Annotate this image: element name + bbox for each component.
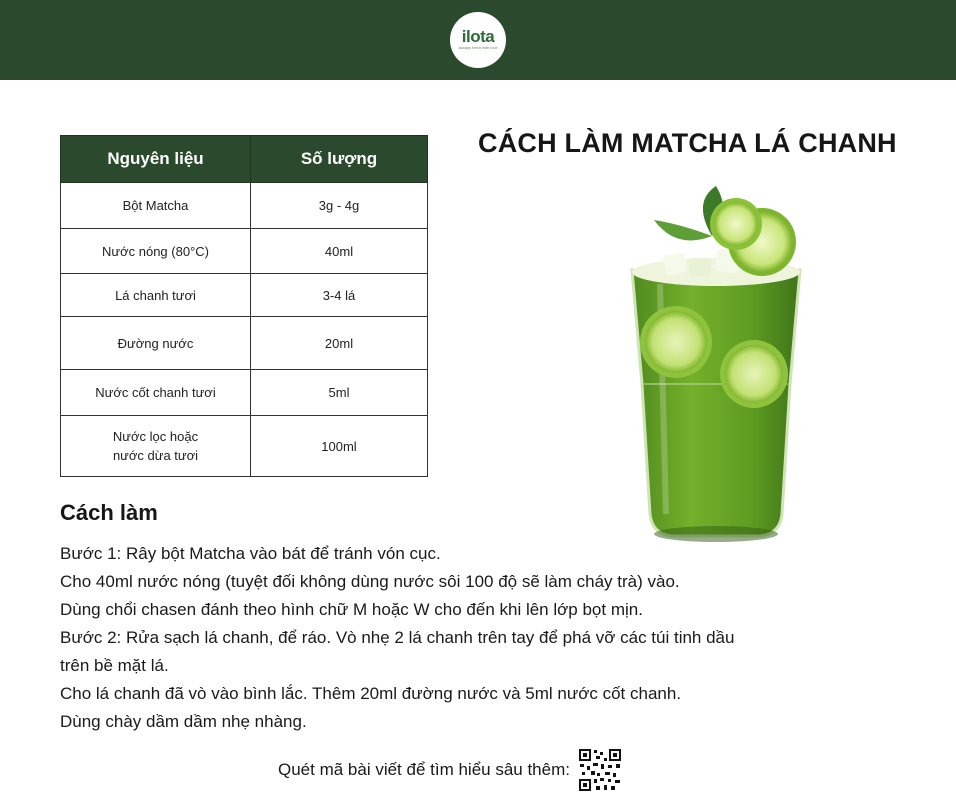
- step-line: Dùng chổi chasen đánh theo hình chữ M hoặc W cho đến khi lên lớp bọt mịn.: [60, 600, 643, 619]
- method-steps: [60, 540, 840, 736]
- ingredient-name: Nước nóng (80°C): [61, 229, 251, 274]
- step-line: Bước 1: Rây bột Matcha vào bát để tránh vón cục.: [60, 544, 441, 563]
- ingredient-qty: 100ml: [251, 416, 428, 477]
- step-line: trên bề mặt lá.: [60, 656, 169, 675]
- column-header-ingredient: Nguyên liệu: [61, 136, 251, 183]
- step-line: Bước 2: Rửa sạch lá chanh, để ráo. Vò nhẹ 2 lá chanh trên tay để phá vỡ các túi tinh dầu: [60, 628, 735, 647]
- step-line: Cho 40ml nước nóng (tuyệt đối không dùng nước sôi 100 độ sẽ làm cháy trà) vào.: [60, 572, 680, 591]
- column-header-quantity: Số lượng: [251, 136, 428, 183]
- step-line: Cho lá chanh đã vò vào bình lắc. Thêm 20ml đường nước và 5ml nước cốt chanh.: [60, 684, 682, 703]
- ingredient-name-line: Nước lọc hoặc: [112, 429, 199, 444]
- ingredient-name-line: nước dừa tươi: [112, 448, 199, 463]
- qr-section: [278, 748, 622, 792]
- ingredient-name: [61, 416, 251, 477]
- table-row: [61, 274, 428, 317]
- table-row: [61, 229, 428, 274]
- table-row: [61, 183, 428, 229]
- ingredient-name: Đường nước: [61, 317, 251, 370]
- qr-label: Quét mã bài viết để tìm hiểu sâu thêm:: [278, 760, 570, 779]
- ingredient-name: Lá chanh tươi: [61, 274, 251, 317]
- qr-code-icon[interactable]: [578, 748, 622, 792]
- table-row: [61, 317, 428, 370]
- ingredient-qty: 3g - 4g: [251, 183, 428, 229]
- step-line: Dùng chày dầm dầm nhẹ nhàng.: [60, 712, 307, 731]
- ingredients-table: [60, 135, 428, 477]
- ingredient-qty: 20ml: [251, 317, 428, 370]
- header-bar: [0, 0, 956, 80]
- logo-text: ilota: [461, 27, 495, 46]
- brand-logo[interactable]: [450, 12, 506, 68]
- table-header-row: [61, 136, 428, 183]
- ingredient-name: Nước cốt chanh tươi: [61, 370, 251, 416]
- logo-tagline: Always fresh with love: [458, 45, 498, 50]
- page-title: CÁCH LÀM MATCHA LÁ CHANH: [478, 128, 897, 158]
- table-row: [61, 370, 428, 416]
- table-row: [61, 416, 428, 477]
- ingredient-qty: 5ml: [251, 370, 428, 416]
- method-heading: Cách làm: [60, 500, 158, 525]
- matcha-drink-image: [620, 184, 810, 550]
- ingredient-qty: 40ml: [251, 229, 428, 274]
- ingredient-name: Bột Matcha: [61, 183, 251, 229]
- ingredient-qty: 3-4 lá: [251, 274, 428, 317]
